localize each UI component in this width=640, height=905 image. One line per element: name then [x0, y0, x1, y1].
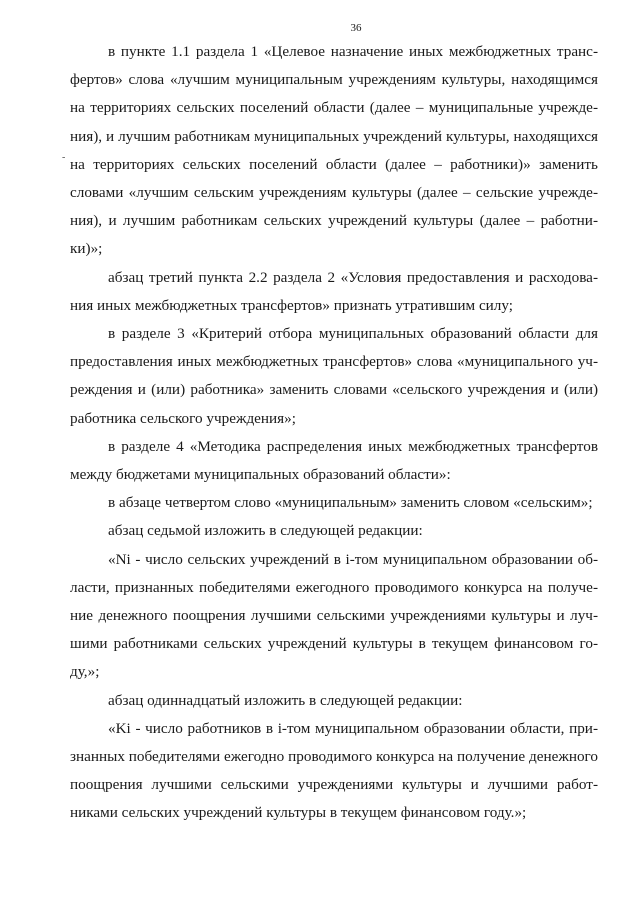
paragraph-seventh-abzac-intro: абзац седьмой изложить в следующей редакции:: [108, 522, 423, 540]
paragraph-eleventh-abzac-intro: абзац одиннадцатый изложить в следующей редакции:: [108, 691, 463, 709]
paragraph-section-1-amendment: в пункте 1.1 раздела 1 «Целевое назначение иных межбюджетных трансфертов» слова «лучшим муниципальным учреждениям культуры, находящимся на территориях сельских поселений области (далее – муниципальные учреждения), и лучшим работникам муниципальных учреждений культуры, находящихся на территориях сельских поселений области (далее – работники)» заменить словами «лучшим сельским учреждениям культуры (далее – сельские учреждения), и лучшим работникам сельских учреждений культуры (далее – работники)»;: [70, 43, 598, 258]
paragraph-section-4-intro: в разделе 4 «Методика распределения иных межбюджетных трансфертов между бюджетами муниципальных образований области»:: [70, 437, 598, 484]
paragraph-ni-definition: «Ni - число сельских учреждений в i-том муниципальном образовании области, признанных победителями ежегодного проводимого конкурса на получение денежного поощрения лучшими сельскими учреждениями культуры и лучшими работниками сельских учреждений культуры в текущем финансовом году,»;: [70, 550, 598, 681]
paragraph-ki-definition: «Ki - число работников в i-том муниципальном образовании области, признанных победителями ежегодно проводимого конкурса на получение денежного поощрения лучшими сельскими учреждениями культуры и лучшими работниками сельских учреждений культуры в текущем финансовом году.»;: [70, 719, 598, 822]
paragraph-fourth-abzac: в абзаце четвертом слово «муниципальным» заменить словом «сельским»;: [108, 494, 593, 512]
page-number: 36: [350, 22, 362, 34]
paragraph-section-2-amendment: абзац третий пункта 2.2 раздела 2 «Условия предоставления и расходования иных межбюджетных трансфертов» признать утратившим силу;: [70, 268, 598, 314]
paragraph-section-3-amendment: в разделе 3 «Критерий отбора муниципальных образований области для предоставления иных межбюджетных трансфертов» слова «муниципального учреждения и (или) работника» заменить словами «сельского учреждения и (или) работника сельского учреждения»;: [70, 325, 598, 427]
margin-mark: -: [62, 152, 66, 163]
document-body: [70, 38, 598, 828]
